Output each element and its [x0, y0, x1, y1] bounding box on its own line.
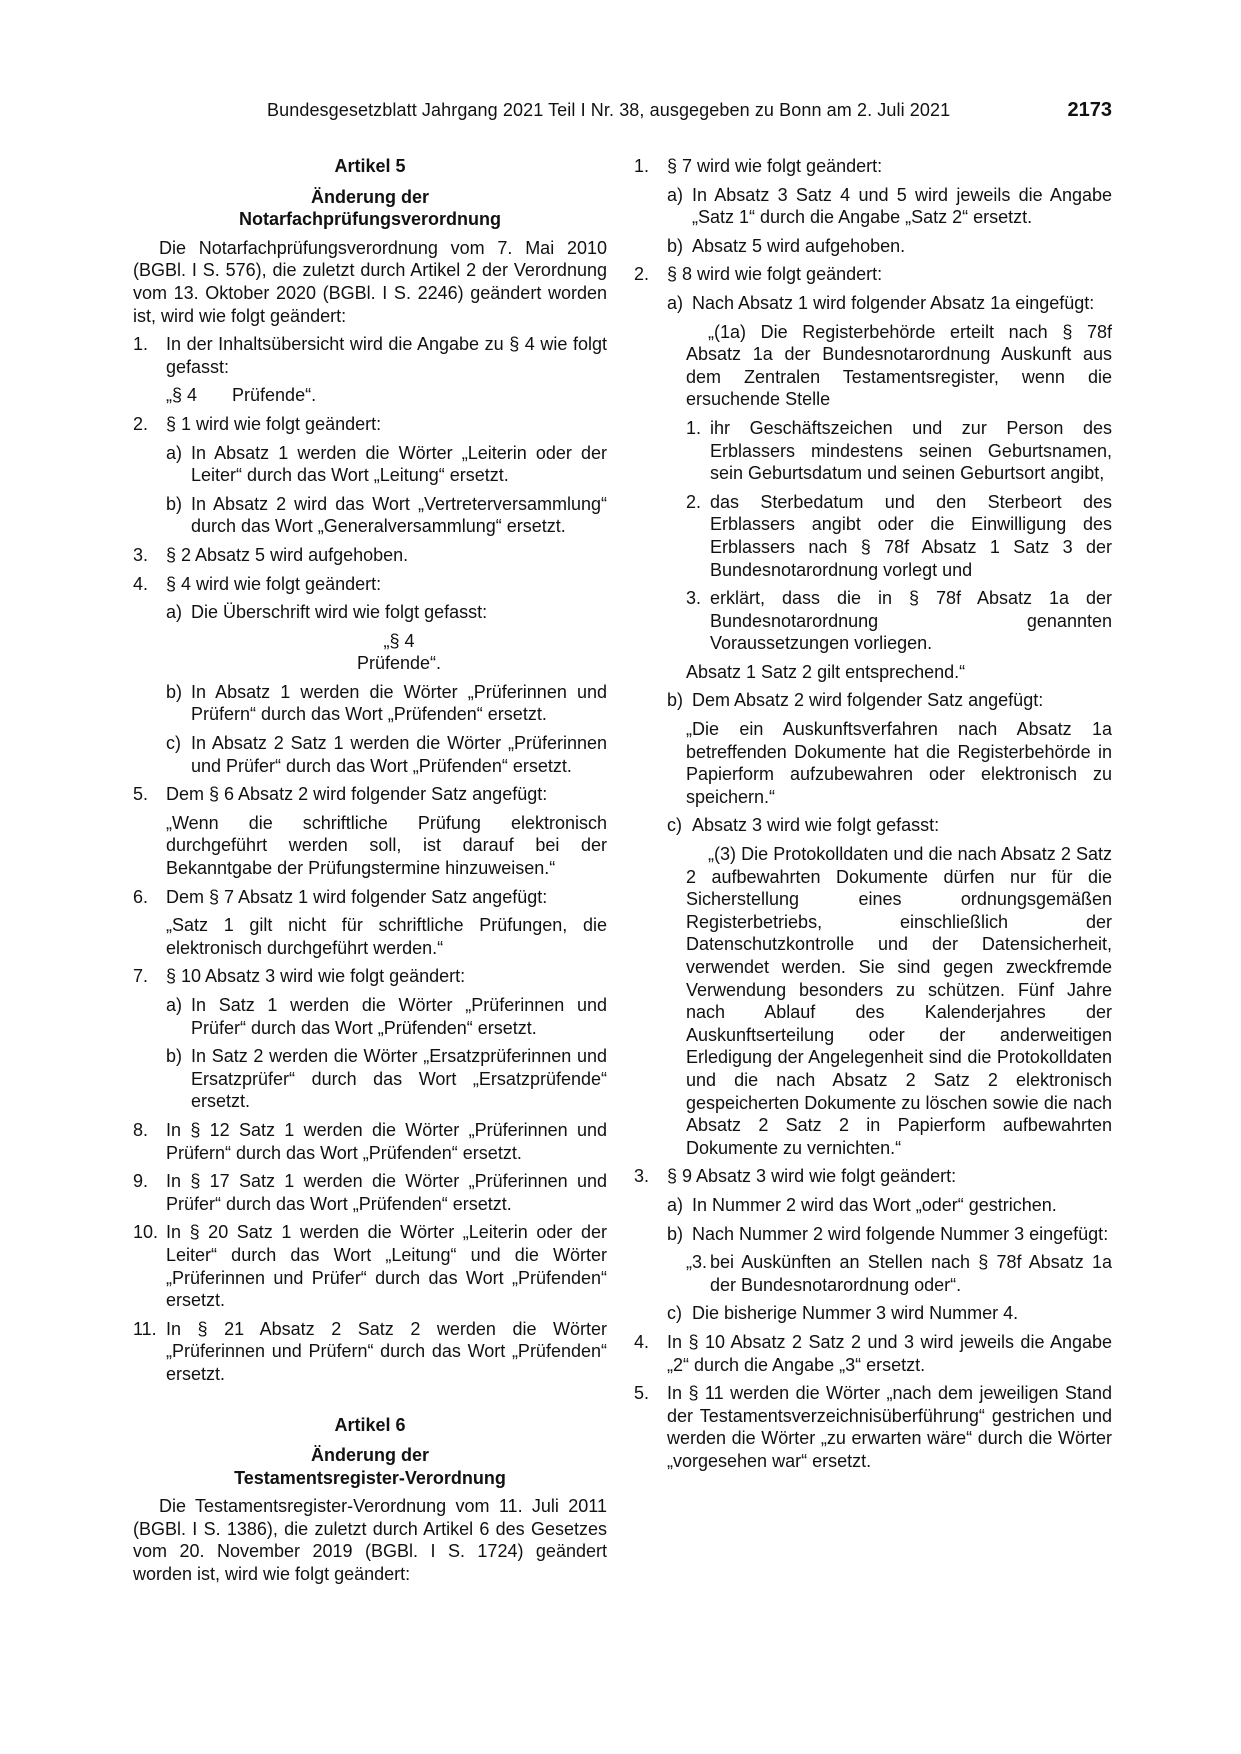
quoted-item-number: „3.	[686, 1252, 708, 1273]
item-text: § 9 Absatz 3 wird wie folgt geändert:	[667, 1166, 957, 1187]
list-item	[133, 965, 607, 988]
left-column	[133, 155, 607, 1586]
quoted-item-text: das Sterbedatum und den Sterbeort des Erblassers angibt oder die Einwilligung des Erblassers nach § 78f Absatz 1 Satz 3 der Bundesnotarordnung vorlegt und	[710, 491, 1112, 580]
article-6-title: Artikel 6	[334, 1414, 406, 1435]
sub-item-text: In Absatz 2 wird das Wort „Vertreterversammlung“ durch das Wort „Generalversammlung“ ersetzt.	[191, 493, 607, 537]
sub-item	[634, 292, 1112, 315]
article-5-subtitle-1: Änderung der	[310, 186, 429, 207]
quoted-paragraph: „(1a) Die Registerbehörde erteilt nach § 78f Absatz 1a der Bundesnotarordnung Auskunft aus dem Zentralen Testamentsregister, wenn die ersuchende Stelle	[686, 321, 1112, 410]
quoted-list-item	[634, 587, 1112, 655]
list-item	[634, 155, 1112, 178]
sub-item	[634, 814, 1112, 837]
sub-item	[634, 184, 1112, 229]
item-number: 2.	[133, 413, 149, 434]
item-number: 3.	[634, 1166, 650, 1187]
sub-item-text: Die bisherige Nummer 3 wird Nummer 4.	[692, 1303, 1019, 1324]
page-number: 2173	[1067, 99, 1112, 121]
sub-item-letter: a)	[166, 995, 183, 1015]
sub-item-text: Nach Absatz 1 wird folgender Absatz 1a eingefügt:	[692, 292, 1095, 313]
quoted-item-text: bei Auskünften an Stellen nach § 78f Absatz 1a der Bundesnotarordnung oder“.	[710, 1252, 1112, 1295]
sub-item-letter: b)	[166, 493, 183, 514]
sub-item-text: In Satz 1 werden die Wörter „Prüferinnen und Prüfer“ durch das Wort „Prüfenden“ ersetzt.	[191, 995, 607, 1038]
right-column	[634, 155, 1112, 1472]
sub-item	[133, 493, 607, 538]
item-text: Dem § 6 Absatz 2 wird folgender Satz angefügt:	[166, 784, 548, 805]
sub-item	[634, 689, 1112, 712]
sub-item	[133, 601, 607, 624]
item-text: § 10 Absatz 3 wird wie folgt geändert:	[166, 966, 466, 987]
list-item	[133, 886, 607, 909]
sub-item-letter: b)	[667, 690, 684, 711]
quoted-item-text: ihr Geschäftszeichen und zur Person des Erblassers mindestens seinen Geburtsnamen, sein Geburtsdatum und seinen Geburtsort angibt,	[710, 417, 1112, 484]
item-text: In § 12 Satz 1 werden die Wörter „Prüferinnen und Prüfern“ durch das Wort „Prüfenden“ ersetzt.	[166, 1119, 607, 1163]
item-number: 11.	[133, 1318, 157, 1339]
article-5-title: Artikel 5	[334, 156, 406, 176]
list-item	[634, 1165, 1112, 1188]
quoted-item-number: 2.	[686, 491, 702, 512]
list-item	[133, 1221, 607, 1311]
item-number: 4.	[634, 1331, 650, 1352]
item-number: 3.	[133, 544, 149, 565]
sub-item-letter: a)	[166, 602, 183, 623]
quoted-item-number: 3.	[686, 588, 702, 609]
item-text: In § 11 werden die Wörter „nach dem jeweiligen Stand der Testamentsverzeichnisüberführung“ gestrichen und werden die Wörter „zu erwarten wäre“ durch die Wörter „vorgesehen war“ ersetzt.	[667, 1383, 1112, 1471]
item-number: 5.	[634, 1383, 650, 1404]
quoted-text: „Wenn die schriftliche Prüfung elektronisch durchgeführt werden soll, ist darauf bei der Bekanntgabe der Prüfungstermine hinzuweisen.“	[166, 812, 607, 879]
sub-item-text: Absatz 5 wird aufgehoben.	[692, 235, 906, 256]
list-item	[634, 263, 1112, 286]
sub-item-text: In Absatz 1 werden die Wörter „Leiterin oder der Leiter“ durch das Wort „Leitung“ ersetzt.	[191, 442, 607, 486]
list-item	[133, 333, 607, 378]
item-number: 2.	[634, 264, 650, 285]
item-text: § 7 wird wie folgt geändert:	[667, 156, 883, 176]
sub-item-letter: b)	[667, 1223, 684, 1244]
section-spacer	[133, 1386, 607, 1414]
list-item	[133, 1318, 607, 1386]
sub-item	[133, 442, 607, 487]
sub-item	[133, 1045, 607, 1113]
quoted-list-item	[634, 491, 1112, 581]
quoted-paragraph: „Die ein Auskunftsverfahren nach Absatz 1a betreffenden Dokumente hat die Registerbehörde in Papierform aufzubewahren oder elektronisch zu speichern.“	[686, 719, 1112, 807]
sub-item-text: In Satz 2 werden die Wörter „Ersatzprüferinnen und Ersatzprüfer“ durch das Wort „Ersatzprüfende“ ersetzt.	[191, 1046, 607, 1112]
running-header	[267, 100, 1112, 128]
item-text: In § 10 Absatz 2 Satz 2 und 3 wird jeweils die Angabe „2“ durch die Angabe „3“ ersetzt.	[667, 1331, 1112, 1375]
item-number: 4.	[133, 573, 149, 594]
quoted-text: „Satz 1 gilt nicht für schriftliche Prüfungen, die elektronisch durchgeführt werden.“	[166, 915, 607, 958]
quoted-item-number: 1.	[686, 417, 702, 438]
quoted-text: „§ 4 Prüfende“.	[166, 385, 317, 406]
sub-item-text: Dem Absatz 2 wird folgender Satz angefügt:	[692, 690, 1044, 711]
item-text: In § 17 Satz 1 werden die Wörter „Prüferinnen und Prüfer“ durch das Wort „Prüfenden“ ersetzt.	[166, 1171, 607, 1214]
quoted-heading-title: Prüfende“.	[356, 653, 442, 674]
quoted-closing: Absatz 1 Satz 2 gilt entsprechend.“	[686, 661, 966, 682]
sub-item	[133, 994, 607, 1039]
sub-item-letter: a)	[667, 184, 684, 205]
item-number: 6.	[133, 886, 149, 907]
header-text: Bundesgesetzblatt Jahrgang 2021 Teil I Nr. 38, ausgegeben zu Bonn am 2. Juli 2021	[267, 100, 951, 120]
list-item	[634, 1382, 1112, 1472]
sub-item-letter: c)	[667, 815, 682, 836]
sub-item-letter: c)	[166, 733, 181, 754]
sub-item-letter: a)	[166, 442, 183, 463]
sub-item-text: Die Überschrift wird wie folgt gefasst:	[191, 602, 488, 623]
sub-item	[133, 681, 607, 726]
item-text: Dem § 7 Absatz 1 wird folgender Satz angefügt:	[166, 886, 548, 907]
item-number: 5.	[133, 784, 149, 805]
sub-item-letter: b)	[166, 1046, 183, 1067]
sub-item-text: Nach Nummer 2 wird folgende Nummer 3 eingefügt:	[692, 1223, 1109, 1244]
item-number: 1.	[634, 156, 650, 176]
sub-item-text: In Nummer 2 wird das Wort „oder“ gestrichen.	[692, 1194, 1057, 1215]
quoted-item-text: erklärt, dass die in § 78f Absatz 1a der Bundesnotarordnung genannten Voraussetzungen vorliegen.	[710, 588, 1112, 654]
sub-item-letter: b)	[667, 235, 684, 256]
sub-item-letter: b)	[166, 681, 183, 702]
quoted-list-item	[634, 1251, 1112, 1296]
quoted-heading-number: „§ 4	[383, 630, 415, 651]
list-item	[133, 573, 607, 596]
sub-item-text: Absatz 3 wird wie folgt gefasst:	[692, 815, 940, 836]
item-text: § 8 wird wie folgt geändert:	[667, 264, 883, 285]
item-text: § 1 wird wie folgt geändert:	[166, 413, 382, 434]
sub-item	[634, 1302, 1112, 1325]
list-item	[133, 544, 607, 567]
quoted-list-item	[634, 417, 1112, 485]
item-number: 10.	[133, 1222, 159, 1243]
quoted-paragraph: „(3) Die Protokolldaten und die nach Absatz 2 Satz 2 aufbewahrten Dokumente dürfen nur für die Sicherstellung eines ordnungsgemäßen Registerbetriebs, einschließlich der Datenschutzkontrolle und der Datensicherheit, verwendet werden. Sie sind gegen zweckfremde Verwendung besonders zu schützen. Fünf Jahre nach Ablauf des Kalenderjahres der Auskunftserteilung oder der anderweitigen Erledigung der Angelegenheit sind die Protokolldaten und die nach Absatz 2 Satz 2 elektronisch gespeicherten Dokumente zu löschen sowie die nach Absatz 2 Satz 2 in Papierform aufbewahrten Dokumente zu vernichten.“	[686, 844, 1112, 1158]
sub-item-letter: c)	[667, 1303, 682, 1324]
sub-item-text: In Absatz 3 Satz 4 und 5 wird jeweils die Angabe „Satz 1“ durch die Angabe „Satz 2“ ersetzt.	[692, 184, 1112, 228]
item-number: 7.	[133, 966, 149, 987]
article-5-subtitle-2: Notarfachprüfungsverordnung	[238, 209, 501, 230]
sub-item	[634, 1223, 1112, 1246]
article-5-intro: Die Notarfachprüfungsverordnung vom 7. Mai 2010 (BGBl. I S. 576), die zuletzt durch Artikel 2 der Verordnung vom 13. Oktober 2020 (BGBl. I S. 2246) geändert worden ist, wird wie folgt geändert:	[133, 237, 607, 326]
item-text: In der Inhaltsübersicht wird die Angabe zu § 4 wie folgt gefasst:	[166, 334, 607, 377]
list-item	[133, 783, 607, 806]
sub-item-letter: a)	[667, 292, 684, 313]
article-6-subtitle-1: Änderung der	[310, 1445, 429, 1466]
sub-item-text: In Absatz 2 Satz 1 werden die Wörter „Prüferinnen und Prüfer“ durch das Wort „Prüfenden“ ersetzt.	[191, 733, 607, 776]
article-6-intro: Die Testamentsregister-Verordnung vom 11. Juli 2011 (BGBl. I S. 1386), die zuletzt durch Artikel 6 des Gesetzes vom 20. November 2019 (BGBl. I S. 1724) geändert worden ist, wird wie folgt geändert:	[133, 1496, 607, 1585]
sub-item	[634, 1194, 1112, 1217]
sub-item	[133, 732, 607, 777]
list-item	[133, 413, 607, 436]
item-text: § 4 wird wie folgt geändert:	[166, 573, 382, 594]
list-item	[133, 1119, 607, 1164]
item-text: § 2 Absatz 5 wird aufgehoben.	[166, 544, 409, 565]
item-number: 8.	[133, 1119, 149, 1140]
item-text: In § 20 Satz 1 werden die Wörter „Leiterin oder der Leiter“ durch das Wort „Leitung“ und die Wörter „Prüferinnen und Prüfer“ durch das Wort „Prüfenden“ ersetzt.	[166, 1222, 607, 1311]
sub-item-text: In Absatz 1 werden die Wörter „Prüferinnen und Prüfern“ durch das Wort „Prüfenden“ ersetzt.	[191, 681, 607, 725]
item-number: 1.	[133, 334, 149, 355]
article-6-subtitle-2: Testamentsregister-Verordnung	[234, 1467, 506, 1488]
item-text: In § 21 Absatz 2 Satz 2 werden die Wörter „Prüferinnen und Prüfern“ durch das Wort „Prüfenden“ ersetzt.	[166, 1318, 607, 1384]
sub-item-letter: a)	[667, 1194, 684, 1215]
list-item	[133, 1170, 607, 1215]
item-number: 9.	[133, 1171, 149, 1192]
sub-item	[634, 235, 1112, 258]
list-item	[634, 1331, 1112, 1376]
